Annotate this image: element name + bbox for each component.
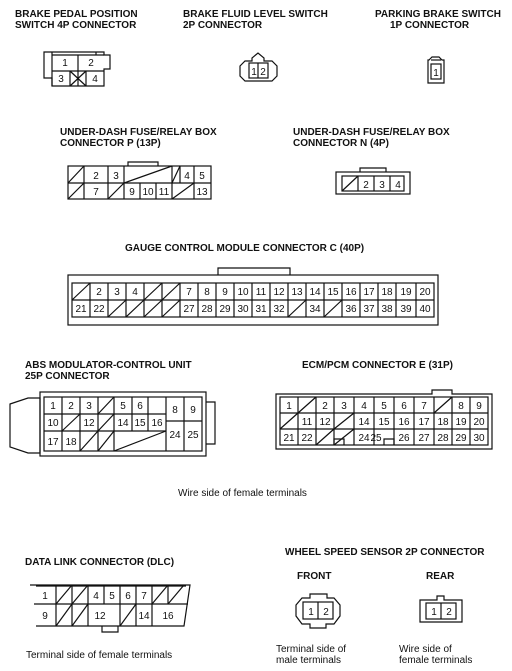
pin-label: 4 <box>184 171 190 182</box>
pin-label: 22 <box>301 433 313 444</box>
pin-label: 17 <box>47 437 59 448</box>
pin-label: 14 <box>358 417 370 428</box>
title-line: SWITCH 4P CONNECTOR <box>15 20 137 31</box>
pin-label: 17 <box>363 287 375 298</box>
wheel-speed-front-connector <box>296 594 340 628</box>
pin-label: 2 <box>260 67 266 78</box>
title-line: 2P CONNECTOR <box>183 20 263 31</box>
pin-label: 20 <box>473 417 485 428</box>
pin-label: 15 <box>378 417 390 428</box>
pin-label: 40 <box>419 304 431 315</box>
pin-label: 3 <box>114 287 120 298</box>
pin-label: 9 <box>129 187 135 198</box>
pin-label: 16 <box>345 287 357 298</box>
pin-label: 1 <box>42 591 48 602</box>
pin-label: 27 <box>183 304 195 315</box>
wheel-speed-rear-connector <box>420 596 462 622</box>
pin-label: 13 <box>196 187 208 198</box>
abs-connector <box>10 392 215 456</box>
pin-label: 7 <box>93 187 99 198</box>
pin-label: 2 <box>93 171 99 182</box>
pin-label: 14 <box>117 418 129 429</box>
title-line: BRAKE PEDAL POSITION <box>15 9 138 20</box>
pin-label: 32 <box>273 304 285 315</box>
pin-label: 9 <box>190 405 196 416</box>
pin-label: 9 <box>476 401 482 412</box>
pin-label: 2 <box>96 287 102 298</box>
pin-label: 3 <box>86 401 92 412</box>
pin-label: 16 <box>151 418 163 429</box>
caption-line: male terminals <box>276 655 342 666</box>
caption-line: female terminals <box>399 655 473 666</box>
pin-label: 4 <box>395 180 401 191</box>
pin-label: 30 <box>237 304 249 315</box>
title-line: CONNECTOR P (13P) <box>60 138 161 149</box>
pin-label: 18 <box>65 437 77 448</box>
dlc-connector <box>30 585 190 632</box>
pin-label: 16 <box>162 611 174 622</box>
pin-label: 12 <box>83 418 95 429</box>
pin-label: 18 <box>437 417 449 428</box>
pin-label: 7 <box>141 591 147 602</box>
pin-label: 15 <box>327 287 339 298</box>
pin-label: 2 <box>363 180 369 191</box>
fuse-p-connector <box>68 162 211 199</box>
pin-label: 8 <box>172 405 178 416</box>
pin-label: 10 <box>142 187 154 198</box>
pin-label: 1 <box>62 58 68 69</box>
title-line: BRAKE FLUID LEVEL SWITCH <box>183 9 328 20</box>
pin-label: 36 <box>345 304 357 315</box>
pin-label: 1 <box>251 67 257 78</box>
pin-label: 16 <box>398 417 410 428</box>
pin-label: 2 <box>323 607 329 618</box>
caption-line: Wire side of <box>399 644 452 655</box>
pin-label: 1 <box>50 401 56 412</box>
pin-label: 34 <box>309 304 321 315</box>
pin-label: 37 <box>363 304 375 315</box>
title-line: CONNECTOR N (4P) <box>293 138 389 149</box>
pin-label: 5 <box>381 401 387 412</box>
pin-label: 5 <box>120 401 126 412</box>
pin-label: 25 <box>370 433 382 444</box>
pin-label: 4 <box>361 401 367 412</box>
pin-label: 3 <box>379 180 385 191</box>
pin-label: 15 <box>134 418 146 429</box>
pin-label: 6 <box>125 591 131 602</box>
pin-label: 14 <box>138 611 150 622</box>
pin-label: 11 <box>158 187 170 198</box>
pin-label: 21 <box>283 433 295 444</box>
pin-label: 26 <box>398 433 410 444</box>
pin-label: 28 <box>437 433 449 444</box>
pin-label: 6 <box>137 401 143 412</box>
pin-label: 4 <box>92 74 98 85</box>
fuse-n-connector <box>336 168 410 194</box>
pin-label: 30 <box>473 433 485 444</box>
dlc-caption: Terminal side of female terminals <box>26 650 173 661</box>
pin-label: 22 <box>93 304 105 315</box>
pin-label: 11 <box>301 417 313 428</box>
pin-label: 9 <box>222 287 228 298</box>
pin-label: 24 <box>169 430 181 441</box>
pin-label: 1 <box>433 68 439 79</box>
pin-label: 5 <box>199 171 205 182</box>
pin-label: 11 <box>255 287 267 298</box>
front-label: FRONT <box>297 571 332 582</box>
title-line: 1P CONNECTOR <box>390 20 470 31</box>
pin-label: 25 <box>187 430 199 441</box>
gauge-connector-title: GAUGE CONTROL MODULE CONNECTOR C (40P) <box>125 243 365 254</box>
caption-line: Terminal side of <box>276 644 347 655</box>
title-line: UNDER-DASH FUSE/RELAY BOX <box>60 127 217 138</box>
gauge-connector <box>68 268 438 325</box>
pin-label: 10 <box>47 418 59 429</box>
pin-label: 7 <box>421 401 427 412</box>
pin-label: 19 <box>400 287 412 298</box>
pin-label: 29 <box>455 433 467 444</box>
pin-label: 12 <box>319 417 331 428</box>
ecm-connector <box>276 390 492 449</box>
pin-label: 12 <box>94 611 106 622</box>
pin-label: 5 <box>109 591 115 602</box>
pin-label: 1 <box>431 607 437 618</box>
rear-label: REAR <box>426 571 455 582</box>
pin-label: 10 <box>237 287 249 298</box>
pin-label: 2 <box>68 401 74 412</box>
pin-label: 9 <box>42 611 48 622</box>
title-line: 25P CONNECTOR <box>25 371 110 382</box>
pin-label: 2 <box>322 401 328 412</box>
pin-label: 38 <box>381 304 393 315</box>
pin-label: 3 <box>58 74 64 85</box>
pin-label: 27 <box>418 433 430 444</box>
dlc-connector-title: DATA LINK CONNECTOR (DLC) <box>25 557 175 568</box>
pin-label: 14 <box>309 287 321 298</box>
pin-label: 1 <box>286 401 292 412</box>
brake-pedal-connector <box>44 52 110 86</box>
pin-label: 20 <box>419 287 431 298</box>
pin-label: 19 <box>455 417 467 428</box>
wheel-speed-connector-title: WHEEL SPEED SENSOR 2P CONNECTOR <box>285 547 485 558</box>
brake-fluid-connector <box>240 53 277 81</box>
pin-label: 8 <box>458 401 464 412</box>
pin-label: 28 <box>201 304 213 315</box>
title-line: PARKING BRAKE SWITCH <box>375 9 501 20</box>
pin-label: 12 <box>273 287 285 298</box>
pin-label: 7 <box>186 287 192 298</box>
pin-label: 1 <box>308 607 314 618</box>
wire-side-caption: Wire side of female terminals <box>178 488 307 499</box>
pin-label: 13 <box>291 287 303 298</box>
pin-label: 18 <box>381 287 393 298</box>
title-line: ABS MODULATOR-CONTROL UNIT <box>25 360 192 371</box>
pin-label: 29 <box>219 304 231 315</box>
pin-label: 24 <box>358 433 370 444</box>
pin-label: 6 <box>401 401 407 412</box>
pin-label: 2 <box>88 58 94 69</box>
pin-label: 3 <box>113 171 119 182</box>
pin-label: 39 <box>400 304 412 315</box>
pin-label: 4 <box>132 287 138 298</box>
title-line: UNDER-DASH FUSE/RELAY BOX <box>293 127 450 138</box>
pin-label: 21 <box>75 304 87 315</box>
pin-label: 8 <box>204 287 210 298</box>
ecm-connector-title: ECM/PCM CONNECTOR E (31P) <box>302 360 453 371</box>
parking-brake-connector <box>428 57 444 83</box>
pin-label: 4 <box>93 591 99 602</box>
pin-label: 2 <box>446 607 452 618</box>
pin-label: 3 <box>341 401 347 412</box>
pin-label: 31 <box>255 304 267 315</box>
pin-label: 17 <box>418 417 430 428</box>
